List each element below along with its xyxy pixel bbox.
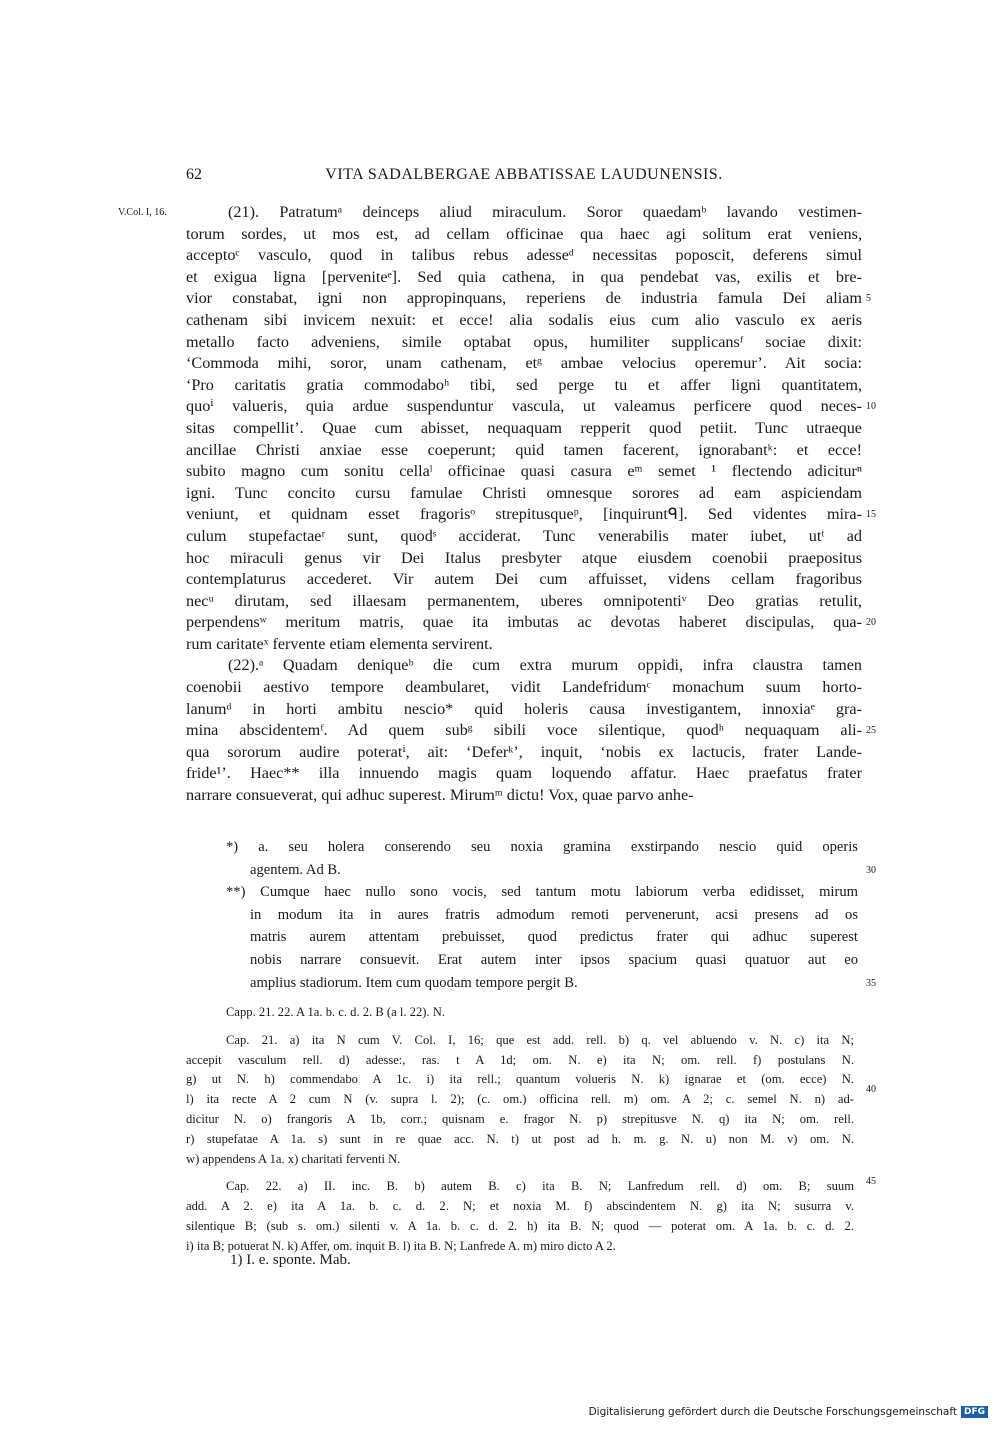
apparatus-gap [186, 1169, 854, 1177]
apparatus-line: Cap. 21. a) ita N cum V. Col. I, 16; que est add. rell. b) q. vel abluendo v. N. c) ita N; [226, 1032, 854, 1047]
text-line: igni. Tunc concito cursu famulae Christi omnesque sorores ad eam aspiciendam [186, 483, 862, 502]
text-line: (22).ᵃ Quadam deniqueᵇ die cum extra murum oppidi, infra claustra tamen [228, 656, 862, 675]
apparatus-line: dicitur N. o) frangoris A 1b, corr.; quisnam e. fragor N. p) strepitusve N. q) ita N; om. rell. [186, 1111, 854, 1126]
text-line: mina abscidentemᶠ. Ad quem subᵍ sibili voce silentique, quodʰ nequaquam ali- [186, 721, 862, 740]
footnote-line: nobis narrare consuevit. Erat autem inter ipsos spacium quasi quatuor aut eo [250, 951, 858, 968]
line-number: 10 [866, 401, 876, 413]
margin-reference: V.Col. I, 16. [118, 207, 167, 218]
apparatus-line: i) ita B; potuerat N. k) Affer, om. inquit B. l) ita B. N; Lanfrede A. m) miro dicto A 2. [186, 1238, 616, 1253]
text-line: et exigua ligna [perveniteᵉ]. Sed quia cathena, in qua pendebat vas, exilis et bre- [186, 267, 862, 286]
text-line: culum stupefactaeʳ sunt, quodˢ acciderat. Tunc venerabilis mater iubet, utᵗ ad [186, 526, 862, 545]
page-header [186, 166, 862, 188]
text-line: vior constabat, igni non appropinquans, reperiens de industria famula Dei aliam [186, 289, 862, 308]
footnote-line: matris aurem attentam prebuisset, quod predictus frater qui adhuc superest [250, 929, 858, 946]
page-number: 62 [186, 166, 202, 183]
critical-apparatus [186, 1003, 854, 1257]
running-title: VITA SADALBERGAE ABBATISSAE LAUDUNENSIS. [325, 166, 723, 183]
apparatus-line: r) stupefatae A 1a. s) sunt in re quae acc. N. t) ut post ad h. m. g. N. u) non M. v) om. N. [186, 1131, 854, 1146]
text-line: perpendensʷ meritum matris, quae ita imbutas ac devotas haberet discipulas, qua- [186, 613, 862, 632]
text-line: fride¹’. Haec** illa innuendo magis quam loquendo affatur. Haec praefatus frater [186, 764, 862, 783]
text-line: metallo facto adveniens, simile optabat opus, humiliter supplicansᶠ sociae dixit: [186, 332, 862, 351]
line-number: 25 [866, 725, 876, 737]
credit-text: Digitalisierung gefördert durch die Deutsche Forschungsgemeinschaft [588, 1406, 957, 1418]
text-line: torum sordes, ut mos est, ad cellam officinae qua haec agi solitum erat veniens, [186, 224, 862, 243]
text-line: hoc miraculi genus vir Dei Italus presbyter atque eiusdem coenobii praepositus [186, 548, 862, 567]
text-line: quoⁱ valueris, quia ardue suspenduntur vascula, ut valeamus perficere quod neces- [186, 397, 862, 416]
footnote-line: **) Cumque haec nullo sono vocis, sed tantum motu labiorum verba edidisset, mirum [226, 884, 858, 901]
digitization-credit [589, 1406, 988, 1418]
apparatus-line: g) ut N. h) commendabo A 1c. i) ita rell.; quantum volueris N. k) ignarae et (om. ecce) N. [186, 1072, 854, 1087]
line-number: 40 [866, 1084, 876, 1095]
text-line: cathenam sibi invicem nexuit: et ecce! alia sodalis eius cum alio vasculo ex aeris [186, 310, 862, 329]
line-number: 30 [866, 864, 876, 876]
line-number: 5 [866, 293, 871, 305]
text-line: ancillae Christi anxiae esse coeperunt; quid tamen facerent, ignorabantᵏ: et ecce! [186, 440, 862, 459]
text-line: sitas compellit’. Quae cum abisset, nequaquam repperit quod petiit. Tunc utraeque [186, 418, 862, 437]
apparatus-gap [186, 1023, 854, 1031]
apparatus-line: add. A 2. e) ita A 1a. b. c. d. 2. N; et noxia M. f) abscindentem N. g) ita N; susurra v. [186, 1199, 854, 1214]
text-line: acceptoᶜ vasculo, quod in talibus rebus adesseᵈ necessitas poposcit, deferens simul [186, 246, 862, 265]
apparatus-line: accepit vasculum rell. d) adesse:, ras. t A 1d; om. N. e) ita N; om. rell. f) postulans N. [186, 1052, 854, 1067]
text-line: veniunt, et quidnam esset fragorisᵒ strepitusqueᵖ, [inquiruntᑫ]. Sed videntes mira- [186, 505, 862, 524]
line-number: 20 [866, 617, 876, 629]
text-line: necᵘ dirutam, sed illaesam permanentem, uberes omnipotentiᵛ Deo gratias retulit, [186, 591, 862, 610]
apparatus-line: w) appendens A 1a. x) charitati ferventi N. [186, 1151, 401, 1166]
footnote-line: amplius stadiorum. Item cum quodam tempore pergit B. [250, 974, 578, 991]
text-line: narrare consueverat, qui adhuc superest. Mirumᵐ dictu! Vox, quae parvo anhe- [186, 786, 694, 805]
apparatus-line: silentique B; (sub s. om.) silenti v. A 1a. b. c. d. 2. h) ita B. N; quod — poterat om. A 1a. b. c. d. 2. [186, 1218, 854, 1233]
text-line: ‘Pro caritatis gratia commodaboʰ tibi, sed perge tu et affer ligni quantitatem, [186, 375, 862, 394]
main-text [186, 202, 862, 807]
text-line: subito magno cum sonitu cellaˡ officinae quasi casura eᵐ semet ¹ flectendo adiciturⁿ [186, 462, 862, 481]
apparatus-line: l) ita recte A 2 cum N (v. supra l. 2); (c. om.) officina rell. m) om. A 2; c. semel N. n) ad- [186, 1092, 854, 1107]
text-line: coenobii aestivo tempore deambularet, vidit Landefridumᶜ monachum suum horto- [186, 678, 862, 697]
line-number: 35 [866, 977, 876, 989]
footnote-line: agentem. Ad B. [250, 861, 341, 878]
footnote-line: *) a. seu holera conserendo seu noxia gramina exstirpando nescio quid operis [226, 839, 858, 855]
text-line: contemplaturus accederet. Vir autem Dei cum affuisset, videns cellam fragoribus [186, 570, 862, 589]
apparatus-line: Cap. 22. a) II. inc. B. b) autem B. c) ita B. N; Lanfredum rell. d) om. B; suum [226, 1179, 854, 1194]
text-line: lanumᵈ in horti ambitu nescio* quid holeris causa investigantem, innoxiaᵉ gra- [186, 699, 862, 718]
source-note: 1) I. e. sponte. Mab. [230, 1252, 351, 1268]
text-line: (21). Patratumᵃ deinceps aliud miraculum. Soror quaedamᵇ lavando vestimen- [228, 203, 862, 221]
line-number: 15 [866, 509, 876, 521]
apparatus-line: Capp. 21. 22. A 1a. b. c. d. 2. B (a l. 22). N. [226, 1005, 445, 1019]
dfg-logo: DFG [961, 1406, 988, 1418]
text-line: rum caritateˣ fervente etiam elementa servirent. [186, 634, 493, 653]
line-number: 45 [866, 1176, 876, 1187]
text-line: ‘Commoda mihi, soror, unam cathenam, etᵍ ambae velocius operemur’. Ait socia: [186, 354, 862, 373]
text-line: qua sororum audire poteratⁱ, ait: ‘Deferᵏ’, inquit, ‘nobis ex lactucis, frater Lande- [186, 742, 862, 761]
footnote-line: in modum ita in aures fratris admodum remoti pervenerunt, acsi presens ad os [250, 906, 858, 923]
footnotes [226, 836, 858, 994]
